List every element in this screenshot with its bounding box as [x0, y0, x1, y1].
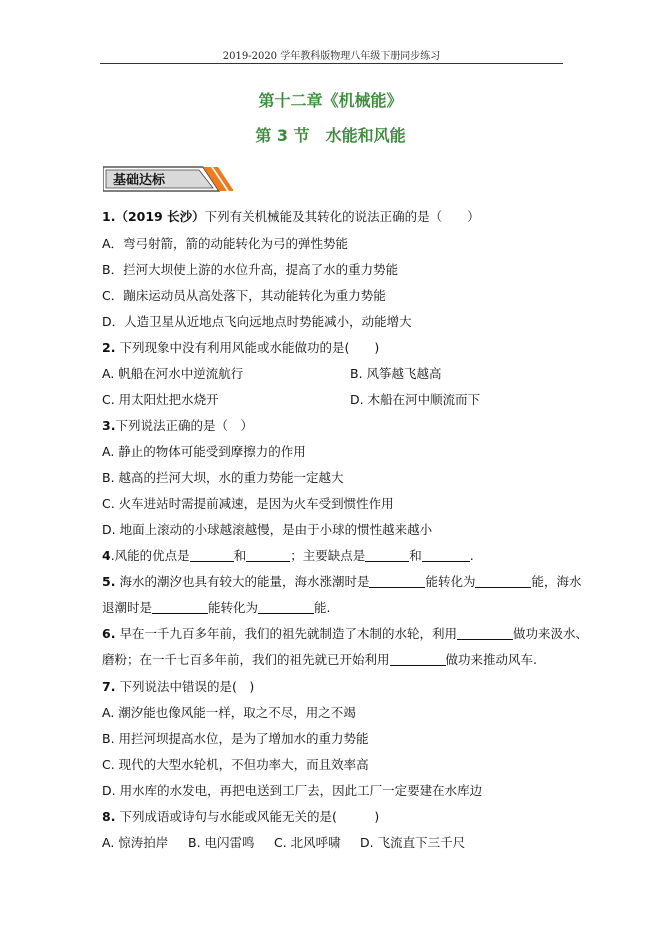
- section-title: 第 3 节 水能和风能: [255, 126, 406, 145]
- q2-option-b: B. 风筝越飞越高: [350, 366, 442, 381]
- q3-option-d: D. 地面上滚动的小球越滚越慢，是由于小球的惯性越来越小: [102, 522, 433, 537]
- q5-blank-2[interactable]: [475, 575, 531, 588]
- q5-text-2: 能转化为: [425, 574, 476, 589]
- q4-text-4: 和: [409, 548, 422, 563]
- question-4: [102, 546, 474, 564]
- q3-stem: 下列说法正确的是（ ）: [115, 418, 253, 433]
- q4-blank-3[interactable]: [365, 549, 409, 562]
- question-5: [102, 572, 581, 590]
- q7-option-a: A. 潮汐能也像风能一样，取之不尽，用之不竭: [102, 705, 356, 720]
- q8-option-a: A. 惊涛拍岸: [102, 835, 169, 850]
- q5-blank-1[interactable]: [369, 575, 425, 588]
- q1-stem: 下列有关机械能及其转化的说法正确的是（ ）: [204, 209, 480, 224]
- q4-text-5: .: [469, 548, 474, 563]
- q6-text-2: 做功来汲水、: [512, 626, 588, 641]
- q8-option-c: C. 北风呼啸: [274, 835, 341, 850]
- question-2: [102, 338, 379, 356]
- page-header: 2019-2020 学年教科版物理八年级下册同步练习: [222, 51, 441, 62]
- q6-text-1: 早在一千九百多年前，我们的祖先就制造了木制的水轮，利用: [119, 626, 457, 641]
- q4-number: 4: [102, 548, 111, 563]
- q1-option-d: D．人造卫星从近地点飞向远地点时势能减小，动能增大: [102, 314, 412, 329]
- q7-number: 7.: [102, 679, 116, 694]
- q8-option-b: B. 电闪雷鸣: [188, 835, 255, 850]
- q2-number: 2.: [102, 340, 116, 355]
- q4-text-2: 和: [233, 548, 247, 563]
- question-1: [102, 207, 480, 225]
- q5-text-3: 能，海水: [531, 574, 582, 589]
- q6-blank-2[interactable]: [390, 653, 446, 666]
- q5-text-4: 退潮时是: [102, 600, 153, 615]
- q1-option-a: A．弯弓射箭，箭的动能转化为弓的弹性势能: [102, 236, 349, 251]
- q1-source-tag: （2019 长沙）: [115, 209, 205, 224]
- q6-text-3: 磨粉；在一千七百多年前，我们的祖先就已开始利用: [102, 652, 390, 667]
- q3-number: 3.: [102, 418, 116, 433]
- q1-option-c: C．蹦床运动员从高处落下，其动能转化为重力势能: [102, 288, 386, 303]
- q6-number: 6.: [102, 626, 116, 641]
- q8-stem: 下列成语或诗句与水能或风能无关的是( ): [119, 809, 380, 824]
- q5-blank-4[interactable]: [258, 601, 314, 614]
- question-7: [102, 677, 254, 695]
- q6-blank-1[interactable]: [457, 627, 513, 640]
- q2-option-d: D. 木船在河中顺流而下: [350, 392, 481, 407]
- question-5-line-2: [102, 598, 331, 616]
- q5-text-5: 能转化为: [208, 600, 259, 615]
- q6-text-4: 做功来推动风车.: [445, 652, 537, 667]
- question-6-line-2: [102, 650, 537, 668]
- q4-blank-2[interactable]: [246, 549, 290, 562]
- q7-stem: 下列说法中错误的是( ): [119, 679, 255, 694]
- q4-blank-4[interactable]: [422, 549, 470, 562]
- q5-text-1: 海水的潮汐也具有较大的能量，海水涨潮时是: [119, 574, 370, 589]
- q2-option-c: C. 用太阳灶把水烧开: [102, 392, 219, 407]
- q7-option-d: D. 用水库的水发电，再把电送到工厂去，因此工厂一定要建在水库边: [102, 783, 483, 798]
- chapter-title: 第十二章《机械能》: [258, 91, 403, 110]
- q8-number: 8.: [102, 809, 116, 824]
- q1-option-b: B．拦河大坝使上游的水位升高，提高了水的重力势能: [102, 262, 399, 277]
- q5-text-6: 能.: [314, 600, 331, 615]
- header-rule: [100, 63, 563, 64]
- question-6: [102, 624, 588, 642]
- q3-option-a: A. 静止的物体可能受到摩擦力的作用: [102, 444, 306, 459]
- q1-number: 1.: [102, 209, 116, 224]
- badge-label: 基础达标: [113, 173, 166, 188]
- question-3: [102, 416, 253, 434]
- q7-option-b: B. 用拦河坝提高水位，是为了增加水的重力势能: [102, 731, 369, 746]
- question-8: [102, 807, 379, 825]
- q3-option-c: C. 火车进站时需提前减速，是因为火车受到惯性作用: [102, 496, 394, 511]
- section-badge: [103, 165, 233, 193]
- q4-text-1: .风能的优点是: [110, 548, 190, 563]
- q2-stem: 下列现象中没有利用风能或水能做功的是( ): [119, 340, 380, 355]
- q8-option-d: D. 飞流直下三千尺: [360, 835, 466, 850]
- q2-option-a: A. 帆船在河水中逆流航行: [102, 366, 244, 381]
- q5-number: 5.: [102, 574, 116, 589]
- q4-blank-1[interactable]: [190, 549, 234, 562]
- q3-option-b: B. 越高的拦河大坝，水的重力势能一定越大: [102, 470, 344, 485]
- q4-text-3: ；主要缺点是: [290, 548, 366, 563]
- q5-blank-3[interactable]: [152, 601, 208, 614]
- q7-option-c: C. 现代的大型水轮机，不但功率大，而且效率高: [102, 757, 369, 772]
